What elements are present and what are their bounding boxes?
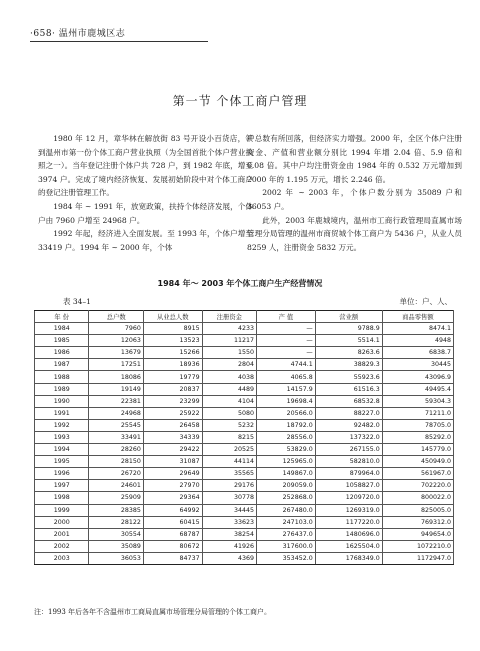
value-cell: — [257,347,316,359]
year-cell: 2003 [35,552,89,564]
year-cell: 1986 [35,347,89,359]
value-cell: 33491 [89,431,143,443]
value-cell: 25922 [143,407,202,419]
value-cell: 4065.8 [257,371,316,383]
column-header: 营业额 [315,311,382,323]
value-cell: 8263.6 [315,347,382,359]
value-cell: 267480.0 [257,504,316,516]
value-cell: 13679 [89,347,143,359]
value-cell: 9788.9 [315,323,382,335]
value-cell: 18792.0 [257,419,316,431]
year-cell: 1990 [35,395,89,407]
value-cell: 22381 [89,395,143,407]
table-row [35,468,454,480]
value-cell: 4744.1 [257,359,316,371]
table-number: 表 34–1 [63,297,91,306]
table-row [35,456,454,468]
value-cell: 800022.0 [382,492,453,504]
value-cell: 36053 [89,552,143,564]
value-cell: 20837 [143,383,202,395]
value-cell: 28385 [89,504,143,516]
value-cell: 88227.0 [315,407,382,419]
value-cell: 84737 [143,552,202,564]
left-text-column [38,132,253,254]
value-cell: 145779.0 [382,444,453,456]
value-cell: 85292.0 [382,431,453,443]
value-cell: 34445 [202,504,256,516]
year-cell: 1999 [35,504,89,516]
value-cell: 879964.0 [315,468,382,480]
value-cell: 4233 [202,323,256,335]
year-cell: 1991 [35,407,89,419]
value-cell: 92482.0 [315,419,382,431]
value-cell: 18086 [89,371,143,383]
value-cell: 11217 [202,335,256,347]
year-cell: 1985 [35,335,89,347]
value-cell: 450949.0 [382,456,453,468]
year-cell: 1994 [35,444,89,456]
value-cell: 78705.0 [382,419,453,431]
table-row [35,444,454,456]
table-row [35,407,454,419]
column-header: 年 份 [35,311,89,323]
paragraph: 此外，2003 年鹿城境内，温州市工商行政管理局直属市场管理分局管理的温州市商贸城个体工商户为 5436 户，从业人员 8259 人，注册资金 5832 万元。 [247,215,462,252]
value-cell: 5232 [202,419,256,431]
year-cell: 1989 [35,383,89,395]
value-cell: 4369 [202,552,256,564]
value-cell: 5514.1 [315,335,382,347]
column-header: 商品零售额 [382,311,453,323]
value-cell: 33623 [202,516,256,528]
column-header: 产 值 [257,311,316,323]
value-cell: 38254 [202,528,256,540]
value-cell: 4489 [202,383,256,395]
value-cell: 561967.0 [382,468,453,480]
table-header [35,311,454,323]
value-cell: 125965.0 [257,456,316,468]
year-cell: 1998 [35,492,89,504]
value-cell: 8215 [202,431,256,443]
value-cell: 35565 [202,468,256,480]
value-cell: 12063 [89,335,143,347]
value-cell: 267155.0 [315,444,382,456]
value-cell: 30554 [89,528,143,540]
value-cell: 1058827.0 [315,480,382,492]
value-cell: 20525 [202,444,256,456]
running-header: ·658· 温州市鹿城区志 [30,29,126,39]
value-cell: 31087 [143,456,202,468]
value-cell: 6838.7 [382,347,453,359]
value-cell: 38829.3 [315,359,382,371]
year-cell: 1992 [35,419,89,431]
value-cell: — [257,335,316,347]
value-cell: 55923.6 [315,371,382,383]
paragraph: 1980 年 12 月，章华林在解放街 83 号开设小百货店，领到温州市第一份个体工商户营业执照（为全国首批个体户营业执照之一）。当年登记注册个体户共 728 户，到 1982 年底，增至 3974 户。完成了境内经济恢复、发展初始阶段中对个体工商户的登记注册管理工作。 [38,134,253,198]
table-row [35,419,454,431]
column-header: 总户数 [89,311,143,323]
value-cell: 30445 [382,359,453,371]
value-cell: 209059.0 [257,480,316,492]
value-cell: 23299 [143,395,202,407]
value-cell: 1480696.0 [315,528,382,540]
table-row [35,371,454,383]
value-cell: 1072210.0 [382,540,453,552]
table-footnote: 注：1993 年后各年不含温州市工商局直属市场管理分局管理的个体工商户。 [34,608,272,616]
right-text-column [247,132,462,254]
value-cell: 949654.0 [382,528,453,540]
value-cell: 41926 [202,540,256,552]
value-cell: 49495.4 [382,383,453,395]
year-cell: 1987 [35,359,89,371]
value-cell: 68532.8 [315,395,382,407]
value-cell: 28556.0 [257,431,316,443]
value-cell: 1172947.0 [382,552,453,564]
year-cell: 1984 [35,323,89,335]
table-row [35,552,454,564]
value-cell: 769312.0 [382,516,453,528]
table-row [35,335,454,347]
value-cell: 1177220.0 [315,516,382,528]
value-cell: 2804 [202,359,256,371]
value-cell: 26458 [143,419,202,431]
value-cell: 7960 [89,323,143,335]
value-cell: — [257,323,316,335]
paragraph: 1984 年 ~ 1991 年，放宽政策，扶持个体经济发展，个体户由 7960 户增至 24968 户。 [38,201,253,225]
value-cell: 252868.0 [257,492,316,504]
value-cell: 61516.3 [315,383,382,395]
table-row [35,480,454,492]
value-cell: 1768349.0 [315,552,382,564]
value-cell: 317600.0 [257,540,316,552]
value-cell: 29422 [143,444,202,456]
value-cell: 25545 [89,419,143,431]
paragraph: 1992 年起，经济进入全面发展。至 1993 年，个体户增至 33419 户。1994 年 ~ 2000 年，个体 [38,229,253,252]
value-cell: 26720 [89,468,143,480]
paragraph: 2002 年 ~ 2003 年，个体户数分别为 35089 户和 36053 户。 [247,188,462,211]
value-cell: 30778 [202,492,256,504]
value-cell: 13523 [143,335,202,347]
table-row [35,540,454,552]
value-cell: 8915 [143,323,202,335]
value-cell: 35089 [89,540,143,552]
value-cell: 68787 [143,528,202,540]
table-row [35,323,454,335]
year-cell: 1996 [35,468,89,480]
value-cell: 1209720.0 [315,492,382,504]
value-cell: 19779 [143,371,202,383]
value-cell: 25909 [89,492,143,504]
value-cell: 28260 [89,444,143,456]
table-row [35,528,454,540]
value-cell: 59304.3 [382,395,453,407]
value-cell: 29364 [143,492,202,504]
value-cell: 27970 [143,480,202,492]
value-cell: 8474.1 [382,323,453,335]
value-cell: 28150 [89,456,143,468]
value-cell: 64992 [143,504,202,516]
year-cell: 1988 [35,371,89,383]
value-cell: 353452.0 [257,552,316,564]
year-cell: 2001 [35,528,89,540]
value-cell: 15266 [143,347,202,359]
value-cell: 19698.4 [257,395,316,407]
value-cell: 20566.0 [257,407,316,419]
value-cell: 137322.0 [315,431,382,443]
value-cell: 1550 [202,347,256,359]
value-cell: 24968 [89,407,143,419]
value-cell: 1625504.0 [315,540,382,552]
value-cell: 29176 [202,480,256,492]
value-cell: 44114 [202,456,256,468]
value-cell: 24601 [89,480,143,492]
value-cell: 1269319.0 [315,504,382,516]
value-cell: 14157.9 [257,383,316,395]
column-header: 注册资金 [202,311,256,323]
value-cell: 702220.0 [382,480,453,492]
value-cell: 60415 [143,516,202,528]
table-row [35,492,454,504]
statistics-table [34,310,454,565]
column-header: 从业总人数 [143,311,202,323]
table-body [35,323,454,565]
value-cell: 53829.0 [257,444,316,456]
table-row [35,359,454,371]
table-row [35,383,454,395]
value-cell: 18936 [143,359,202,371]
table-row [35,516,454,528]
value-cell: 17251 [89,359,143,371]
value-cell: 247103.0 [257,516,316,528]
year-cell: 1997 [35,480,89,492]
value-cell: 34339 [143,431,202,443]
table-row [35,347,454,359]
paragraph: 户总数有所回落，但经济实力增强。2000 年，全区个体户注册资金、产值和营业额分别比 1994 年增 2.04 倍、5.9 倍和 6.08 倍。其中户均注册资金由 1984 年的 0.532 万元增加到 2000 年的 1.195 万元，增长 2.246 倍。 [247,134,462,184]
year-cell: 1995 [35,456,89,468]
table-title: 1984 年～ 2003 年个体工商户生产经营情况 [157,279,323,288]
value-cell: 71211.0 [382,407,453,419]
year-cell: 2002 [35,540,89,552]
table-row [35,395,454,407]
table-unit: 单位：户、人、 [399,297,452,306]
section-title: 第一节 个体工商户管理 [172,94,308,108]
value-cell: 149867.0 [257,468,316,480]
value-cell: 276437.0 [257,528,316,540]
value-cell: 4948 [382,335,453,347]
value-cell: 4104 [202,395,256,407]
year-cell: 2000 [35,516,89,528]
value-cell: 43096.9 [382,371,453,383]
value-cell: 5080 [202,407,256,419]
table-row [35,504,454,516]
value-cell: 825005.0 [382,504,453,516]
value-cell: 4038 [202,371,256,383]
value-cell: 28122 [89,516,143,528]
table-row [35,431,454,443]
value-cell: 29649 [143,468,202,480]
value-cell: 582810.0 [315,456,382,468]
header-row [35,311,454,323]
value-cell: 80672 [143,540,202,552]
year-cell: 1993 [35,431,89,443]
header-rule [30,41,208,42]
value-cell: 19149 [89,383,143,395]
